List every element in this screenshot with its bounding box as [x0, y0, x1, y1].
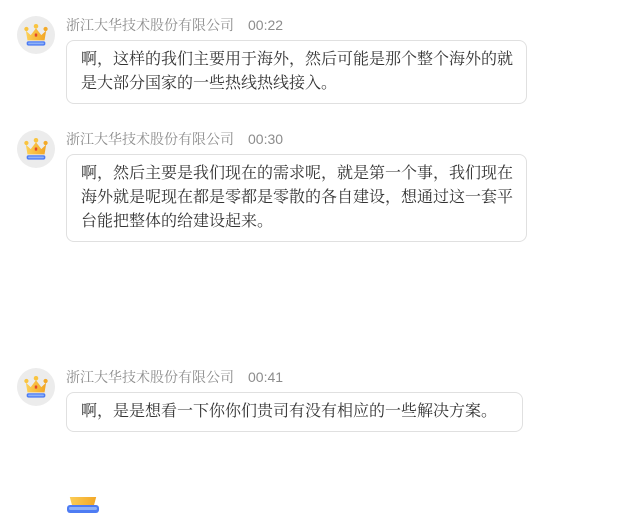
- message-meta: [66, 368, 283, 386]
- message-text-line: 台能把整体的给建设起来。: [81, 213, 274, 230]
- message-bubble[interactable]: [66, 154, 527, 242]
- timestamp: 00:30: [248, 131, 284, 147]
- speaker-name: 浙江大华技术股份有限公司: [66, 369, 234, 385]
- crown-icon: [23, 23, 49, 48]
- message-text-line: 海外就是呢现在都是零都是零散的各自建设，想通过这一套平: [81, 189, 514, 206]
- timestamp: 00:41: [248, 369, 284, 385]
- message-bubble[interactable]: [66, 392, 523, 432]
- message-meta: [66, 16, 283, 34]
- avatar: [17, 130, 55, 168]
- avatar: [17, 16, 55, 54]
- crown-icon: [23, 137, 49, 162]
- message-bubble[interactable]: [66, 40, 527, 104]
- speaker-name: 浙江大华技术股份有限公司: [66, 17, 234, 33]
- speaker-name: 浙江大华技术股份有限公司: [66, 131, 234, 147]
- message-text-line: 啊，这样的我们主要用于海外，然后可能是那个整个海外的就: [81, 51, 514, 68]
- crown-icon: [23, 375, 49, 400]
- message-text-line: 啊，是是想看一下你你们贵司有没有相应的一些解决方案。: [81, 403, 498, 420]
- message-text-line: 啊，然后主要是我们现在的需求呢，就是第一个事，我们现在: [81, 165, 514, 182]
- message-meta: [66, 130, 283, 148]
- avatar: [17, 368, 55, 406]
- message-text-line: 是大部分国家的一些热线热线接入。: [81, 75, 338, 92]
- timestamp: 00:22: [248, 17, 284, 33]
- partial-avatar-crown-icon: [64, 496, 102, 516]
